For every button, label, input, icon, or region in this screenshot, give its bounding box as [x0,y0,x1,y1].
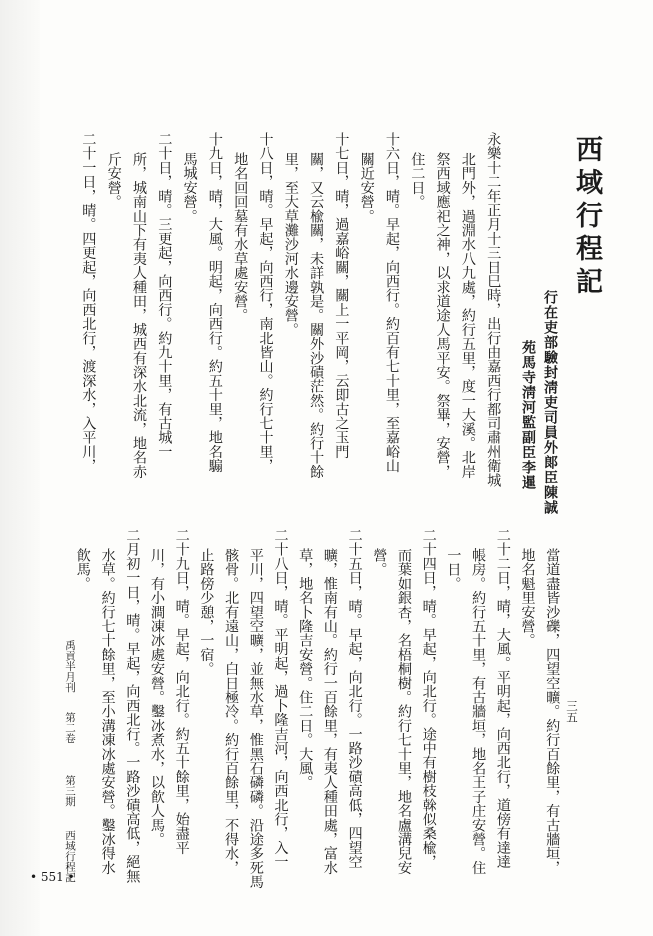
coauthor-line: 苑馬寺淸河監副臣李暹 [520,340,536,490]
journal-page-number: 三五 [565,700,579,723]
text-column: 曠，惟南有山。約行一百餘里，有夷人種田處，富水 [321,548,338,875]
text-column: 地名回回墓有水草處安營。 [232,152,249,323]
text-column: 十九日，晴，大風。明起，向西行。約五十里，地名騸 [206,132,223,473]
text-column: 二十四日，晴。早起，向北行。途中有樹枝榦似桑楡， [420,528,437,869]
text-column: 北門外，過淵水八九處，約行五里，度一大溪。北岸 [459,152,476,479]
text-column: 地名魁里安營。 [519,548,536,648]
text-column: 關近安營。 [358,152,375,223]
text-column: 營。 [371,548,388,577]
footer-issue: 第三期 [64,775,76,807]
text-column: 平川，四望空曠，並無水草，惟黑石磷磷。沿途多死馬 [247,548,264,889]
text-column: 而葉如銀杏，名梧桐樹。約行七十里，地名盧溝兒安 [396,548,412,875]
text-column: 祭西域應祀之神，以求道途人馬平安。祭畢，安營， [434,152,451,479]
text-column: 二十九日，晴。早起，向北行。約五十餘里，始盡平 [173,528,190,855]
scan-edge [0,0,40,936]
text-column: 馬城安營。 [181,152,198,223]
text-column: 骸骨。北有遠山，白日極冷。約行百餘里，不得水， [223,548,240,875]
text-column: 二十八日，晴。平明起，過卜隆吉河，向西北行，入一 [272,528,289,869]
text-column: 所，城南山下有夷人種田，城西有深水北流，地名赤 [131,152,147,479]
text-column: 二十一日，晴。四更起，向西北行，渡深水，入平川， [80,132,97,473]
footer-article: 西域行程記 [64,830,76,883]
page-title: 西域行程記 [571,135,602,300]
text-column: 二十二日，晴，大風。平明起，向西北行，道傍有達達 [494,528,511,869]
text-column: 草，地名卜隆吉安營。住二日。大風。 [297,548,314,790]
text-column: 十八日，晴。早起，向西行，南北皆山。約行七十里， [257,132,274,473]
text-column: 水草。約行七十餘里，至小溝凍冰處安營。鑿冰得水 [99,548,116,875]
footer-journal: 禹貢半月刊 [64,640,76,693]
text-column: 斤安營。 [105,152,122,209]
text-column: 二十日，晴。三更起，向西行。約九十里，有古城一 [156,132,173,459]
footer-volume: 第二卷 [64,712,76,744]
book-page-number: • 551 • [30,870,75,884]
text-column: 永樂十二年正月十三日巳時，出行由嘉西行都司肅州衛城 [485,132,502,487]
text-column: 帳房。約行五十里，有古牆垣，地名王子庄安營。住 [470,548,487,875]
text-column: 一日。 [445,548,462,591]
text-column: 里，至大草灘沙河水邊安營。 [282,152,299,337]
text-column: 川，有小澗凍冰處安營。鑿冰煮水，以飮人馬。 [149,548,165,847]
text-column: 止路傍少憩，一宿。 [198,548,215,676]
text-column: 二月初一日，晴。早起，向西北行。一路沙磧高低，絕無 [124,528,141,883]
text-column: 十六日，晴。早起，向西行。約百有七十里，至嘉峪山 [384,132,400,473]
text-column: 關，又云楡關，未詳孰是。關外沙磧茫然。約行十餘 [308,152,325,479]
text-column: 飮馬。 [74,548,91,591]
author-line: 行在吏部驗封淸吏司員外郞臣陳誠 [542,290,558,515]
text-column: 十七日，晴，過嘉峪關，關上一平岡，云即古之玉門 [333,132,350,459]
text-column: 當道盡皆沙礫，四望空曠。約行百餘里，有古牆垣， [544,548,561,875]
text-column: 二十五日，晴。早起，向北行。一路沙磧高低，四望空 [346,528,363,869]
text-column: 住二日。 [409,152,426,209]
